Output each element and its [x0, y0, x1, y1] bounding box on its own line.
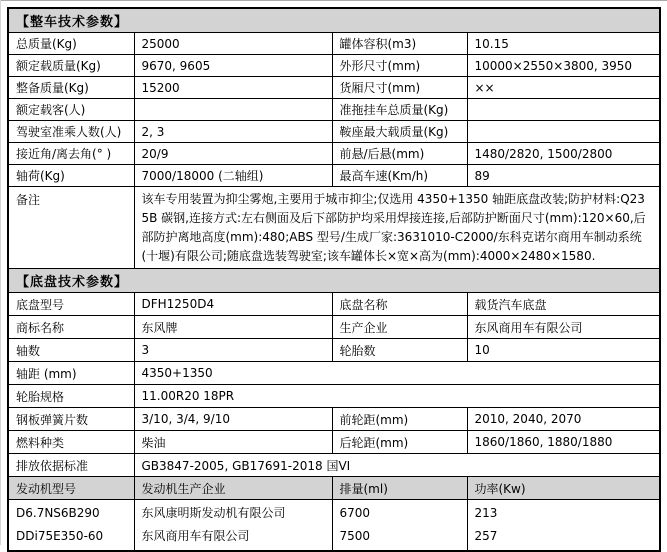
engine-manufacturer-cell — [134, 500, 332, 552]
spec-row — [8, 55, 660, 77]
section-row-chassis — [8, 269, 660, 293]
param-label: 生产企业 — [332, 316, 467, 339]
page-left-rule — [0, 0, 1, 545]
engine-data-row — [8, 500, 660, 552]
param-label: 整备质量(Kg) — [8, 77, 134, 99]
spec-row — [8, 454, 660, 477]
engine-power: 257 — [474, 529, 498, 543]
param-value: 3/10, 3/4, 9/10 — [134, 408, 332, 431]
spec-row — [8, 339, 660, 362]
remark-label: 备注 — [8, 187, 134, 269]
param-value: 10 — [467, 339, 660, 362]
section-row-vehicle — [8, 8, 660, 33]
engine-model: DDi75E350-60 — [16, 529, 104, 543]
param-label: 轮胎规格 — [8, 385, 134, 408]
engine-header-manufacturer: 发动机生产企业 — [134, 477, 332, 500]
engine-header-displacement: 排量(ml) — [332, 477, 467, 500]
spec-row — [8, 99, 660, 121]
param-value: 25000 — [134, 33, 332, 55]
page-top-rule — [0, 0, 667, 1]
param-value: GB3847-2005, GB17691-2018 国VI — [134, 454, 660, 477]
param-value: 2010, 2040, 2070 — [467, 408, 660, 431]
spec-row — [8, 362, 660, 385]
param-value — [134, 99, 332, 121]
param-label: 底盘名称 — [332, 293, 467, 316]
engine-manufacturer: 东风康明斯发动机有限公司 — [141, 506, 286, 520]
param-value: 1480/2820, 1500/2800 — [467, 143, 660, 165]
param-value: 89 — [467, 165, 660, 187]
param-value — [467, 99, 660, 121]
param-value: 20/9 — [134, 143, 332, 165]
engine-power-cell — [467, 500, 660, 552]
param-label: 额定载客(人) — [8, 99, 134, 121]
param-label: 底盘型号 — [8, 293, 134, 316]
param-value: 2, 3 — [134, 121, 332, 143]
engine-displacement-cell — [332, 500, 467, 552]
param-label: 鞍座最大载质量(Kg) — [332, 121, 467, 143]
param-value: 10000×2550×3800, 3950 — [467, 55, 660, 77]
param-value: 10.15 — [467, 33, 660, 55]
param-label: 后轮距(mm) — [332, 431, 467, 454]
param-value: 柴油 — [134, 431, 332, 454]
param-value: DFH1250D4 — [134, 293, 332, 316]
remark-row — [8, 187, 660, 269]
param-label: 轴距 (mm) — [8, 362, 134, 385]
param-label: 轴数 — [8, 339, 134, 362]
spec-row — [8, 165, 660, 187]
section-header-chassis: 【底盘技术参数】 — [8, 269, 660, 293]
param-label: 货厢尺寸(mm) — [332, 77, 467, 99]
param-value: 7000/18000 (二轴组) — [134, 165, 332, 187]
vehicle-spec-table — [7, 7, 661, 552]
engine-model-cell — [8, 500, 134, 552]
engine-header-row — [8, 477, 660, 500]
param-label: 最高车速(Km/h) — [332, 165, 467, 187]
spec-row — [8, 293, 660, 316]
param-value: 东风商用车有限公司 — [467, 316, 660, 339]
spec-row — [8, 77, 660, 99]
section-header-vehicle: 【整车技术参数】 — [8, 8, 660, 33]
engine-displacement: 6700 — [339, 506, 371, 520]
param-label: 准拖挂车总质量(Kg) — [332, 99, 467, 121]
param-label: 外形尺寸(mm) — [332, 55, 467, 77]
param-value: 15200 — [134, 77, 332, 99]
param-label: 总质量(Kg) — [8, 33, 134, 55]
param-value: 9670, 9605 — [134, 55, 332, 77]
param-value: 3 — [134, 339, 332, 362]
param-label: 排放依据标准 — [8, 454, 134, 477]
param-label: 前悬/后悬(mm) — [332, 143, 467, 165]
param-label: 燃料种类 — [8, 431, 134, 454]
spec-row — [8, 385, 660, 408]
param-label: 驾驶室准乘人数(人) — [8, 121, 134, 143]
param-label: 额定载质量(Kg) — [8, 55, 134, 77]
engine-header-power: 功率(Kw) — [467, 477, 660, 500]
engine-displacement: 7500 — [339, 529, 371, 543]
remark-text: 该车专用装置为抑尘雾炮,主要用于城市抑尘;仅选用 4350+1350 轴距底盘改装;防护材料:Q235B 碳钢,连接方式:左右侧面及后下部防护均采用焊接连接,后部防护断面尺寸(mm):120×60,后部防护离地高度(mm):480;ABS 型号/生成厂家:3631010-C2000/东科克诺尔商用车制动系统(十堰)有限公司;随底盘选装驾驶室;该车罐体长×宽×高为(mm):4000×2480×1580. — [134, 187, 660, 269]
param-value: 11.00R20 18PR — [134, 385, 660, 408]
spec-row — [8, 33, 660, 55]
param-label: 罐体容积(m3) — [332, 33, 467, 55]
spec-row — [8, 408, 660, 431]
param-value: 1860/1860, 1880/1880 — [467, 431, 660, 454]
engine-header-model: 发动机型号 — [8, 477, 134, 500]
param-label: 轴荷(Kg) — [8, 165, 134, 187]
spec-row — [8, 431, 660, 454]
engine-model: D6.7NS6B290 — [16, 506, 100, 520]
spec-row — [8, 143, 660, 165]
param-value: 载货汽车底盘 — [467, 293, 660, 316]
engine-manufacturer: 东风商用车有限公司 — [141, 529, 250, 543]
param-value: 东风牌 — [134, 316, 332, 339]
param-label: 接近角/离去角(° ) — [8, 143, 134, 165]
engine-power: 213 — [474, 506, 498, 520]
spec-row — [8, 316, 660, 339]
param-label: 轮胎数 — [332, 339, 467, 362]
param-label: 前轮距(mm) — [332, 408, 467, 431]
param-value: 4350+1350 — [134, 362, 660, 385]
param-value — [467, 121, 660, 143]
param-value: ×× — [467, 77, 660, 99]
param-label: 钢板弹簧片数 — [8, 408, 134, 431]
param-label: 商标名称 — [8, 316, 134, 339]
spec-row — [8, 121, 660, 143]
